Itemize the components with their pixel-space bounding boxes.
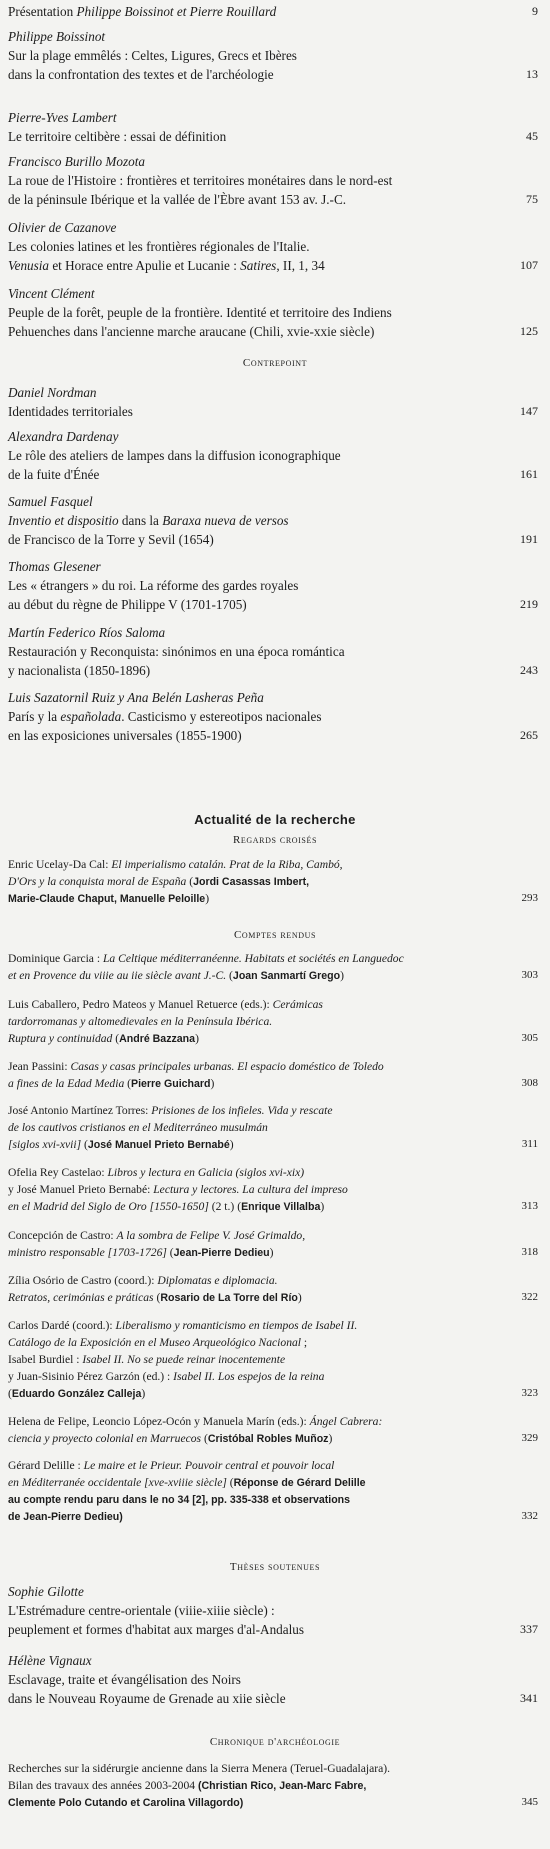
page-number: 332: [521, 1510, 538, 1522]
page-number: 75: [526, 192, 538, 206]
review-entry: Helena de Felipe, Leoncio López-Ocón y Manuela Marín (eds.): Ángel Cabrera: ciencia y proyecto colonial en Marruecos (Cristóbal Robles Muñoz) 329: [8, 1415, 538, 1445]
entry-title-italic: Satires: [240, 258, 277, 273]
entry-title-italic: El imperialismo catalán. Prat de la Riba, Cambó,: [111, 858, 343, 871]
entry-title-italic: a fines de la Edad Media: [8, 1077, 125, 1090]
section-heading-theses: Thèses soutenues: [229, 1561, 321, 1573]
toc-entry-chronique: [8, 1760, 538, 1811]
entry-title-italic: Libros y lectura en Galicia (siglos xvi-xix): [107, 1166, 305, 1179]
entry-author: Martín Federico Ríos Saloma: [8, 625, 166, 640]
reviewer: André Bazzana: [119, 1033, 196, 1045]
entry-title: Recherches sur la sidérurgie ancienne dans la Sierra Menera (Teruel-Guadalajara).: [8, 1762, 391, 1775]
entry-title: et Horace entre Apulie et Lucanie :: [49, 258, 241, 273]
entry-title-italic: Liberalismo y romanticismo en tiempos de Isabel II.: [115, 1319, 358, 1332]
toc-entry: [8, 284, 538, 341]
entry-title: L'Estrémadure centre-orientale (viiie-xiiie siècle) :: [8, 1603, 275, 1618]
toc-entry: [8, 383, 538, 421]
entry-author: Isabel Burdiel :: [8, 1353, 83, 1366]
entry-title-italic: Le maire et le Prieur. Pouvoir central et pouvoir local: [83, 1459, 335, 1472]
entry-author: José Antonio Martínez Torres:: [8, 1104, 152, 1117]
section-heading-regards: Regards croisés: [233, 834, 317, 846]
entry-title-italic: et en Provence du viiie au iie siècle avant J.-C.: [8, 969, 227, 982]
entry-title: ;: [301, 1336, 308, 1349]
entry-title-italic: A la sombra de Felipe V. José Grimaldo,: [116, 1229, 306, 1242]
entry-title: Les « étrangers » du roi. La réforme des gardes royales: [8, 578, 299, 593]
toc-entry: [8, 108, 538, 146]
reviewer: Eduardo González Calleja: [11, 1388, 142, 1400]
entry-title: . Casticismo y estereotipos nacionales: [121, 709, 322, 724]
entry-author: Thomas Glesener: [8, 559, 101, 574]
entry-author: Sophie Gilotte: [8, 1584, 84, 1599]
review-entry: Concepción de Castro: A la sombra de Felipe V. José Grimaldo, ministro responsable [1703-1726] (Jean-Pierre Dedieu) 318: [8, 1229, 538, 1259]
entry-title-italic: Ángel Cabrera:: [309, 1415, 383, 1428]
reviewer: de Jean-Pierre Dedieu): [8, 1511, 123, 1523]
entry-title: de Francisco de la Torre y Sevil (1654): [8, 532, 214, 547]
reviewer: au compte rendu paru dans le no 34 [2], pp. 335-338 et observations: [8, 1494, 351, 1506]
entry-author: Francisco Burillo Mozota: [8, 154, 145, 169]
entry-author: Concepción de Castro:: [8, 1229, 117, 1242]
toc-entry: [8, 492, 538, 549]
toc-entry: [8, 688, 538, 745]
entry-label: Présentation: [8, 4, 77, 19]
toc-entry: [8, 218, 538, 275]
entry-author: Alexandra Dardenay: [8, 429, 119, 444]
entry-title: Le territoire celtibère : essai de définition: [8, 129, 227, 144]
entry-title: Bilan des travaux des années 2003-2004: [8, 1779, 198, 1792]
toc-entry: [8, 1582, 538, 1639]
entry-title-italic: D'Ors y la conquista moral de España: [8, 875, 187, 888]
entry-title: de la fuite d'Énée: [8, 467, 100, 482]
entry-author: Zília Osório de Castro (coord.):: [8, 1274, 158, 1287]
entry-title-italic: ministro responsable [1703-1726]: [8, 1246, 167, 1259]
reviewer: Enrique Villalba: [241, 1201, 321, 1213]
entry-title-italic: Diplomatas e diplomacia.: [157, 1274, 278, 1287]
entry-title-italic: Isabel II. Los espejos de la reina: [173, 1370, 325, 1383]
toc-entry: [8, 557, 538, 614]
page-number: 308: [521, 1077, 538, 1089]
entry-author: Jean Passini:: [8, 1060, 71, 1073]
section-heading-contrepoint: Contrepoint: [242, 357, 308, 369]
entry-title-italic: Ruptura y continuidad: [8, 1032, 113, 1045]
entry-author: Carlos Dardé (coord.):: [8, 1319, 116, 1332]
entry-title: Sur la plage emmêlés : Celtes, Ligures, Grecs et Ibères: [8, 48, 297, 63]
entry-title: peuplement et formes d'habitat aux marges d'al-Andalus: [8, 1622, 305, 1637]
page-number: 13: [526, 67, 538, 81]
entry-title: Pehuenches dans l'ancienne marche araucane (Chili, xvie-xxie siècle): [8, 324, 375, 339]
review-entry: Luis Caballero, Pedro Mateos y Manuel Retuerce (eds.): Cerámicas tardorromanas y altomedievales en la Península Ibérica. Ruptura y continuidad (André Bazzana) 305: [8, 998, 538, 1045]
toc-entry: [8, 27, 538, 84]
entry-title-italic: Prisiones de los infieles. Vida y rescate: [151, 1104, 333, 1117]
entry-title: Restauración y Reconquista: sinónimos en una época romántica: [8, 644, 345, 659]
entry-author: Dominique Garcia :: [8, 952, 103, 965]
entry-title: au début du règne de Philippe V (1701-1705): [8, 597, 247, 612]
toc-entry: [8, 1651, 538, 1708]
review-entry: Gérard Delille : Le maire et le Prieur. Pouvoir central et pouvoir local en Méditerranée occidentale [xve-xviiie siècle] (Réponse de Gérard Delille au compte rendu paru dans le no 34 [2], pp. 335-338 et observations de Jean-Pierre Dedieu) 332: [8, 1459, 538, 1523]
toc-entry: [8, 427, 538, 484]
entry-title: dans le Nouveau Royaume de Grenade au xiie siècle: [8, 1691, 286, 1706]
page-number: 107: [520, 258, 538, 272]
page-number: 305: [521, 1032, 538, 1044]
entry-volumes: (2 t.): [208, 1200, 238, 1213]
entry-title: La roue de l'Histoire : frontières et territoires monétaires dans le nord-est: [8, 173, 393, 188]
reviewer: Pierre Guichard: [131, 1078, 211, 1090]
review-entry: Dominique Garcia : La Celtique méditerranéenne. Habitats et sociétés en Languedoc et en Provence du viiie au iie siècle avant J.-C. (Joan Sanmartí Grego) 303: [8, 952, 538, 982]
entry-title-italic: Cerámicas: [272, 998, 323, 1011]
entry-author: Helena de Felipe, Leoncio López-Ocón y Manuela Marín (eds.):: [8, 1415, 310, 1428]
entry-title: París y la: [8, 709, 61, 724]
reviewer: Clemente Polo Cutando et Carolina Villagordo): [8, 1797, 244, 1809]
entry-title: Le rôle des ateliers de lampes dans la diffusion iconographique: [8, 448, 341, 463]
reviewer: (Christian Rico, Jean-Marc Fabre,: [197, 1780, 367, 1792]
entry-title-italic: de los cautivos cristianos en el Mediterráneo musulmán: [8, 1121, 268, 1134]
entry-authors: Philippe Boissinot et Pierre Rouillard: [76, 4, 277, 19]
entry-title-italic: Retratos, cerimónias e práticas: [8, 1291, 154, 1304]
entry-author: y Juan-Sisinio Pérez Garzón (ed.) :: [8, 1370, 174, 1383]
section-heading-comptes-rendus: Comptes rendus: [233, 929, 317, 941]
entry-author: Luis Caballero, Pedro Mateos y Manuel Retuerce (eds.):: [8, 998, 273, 1011]
reviewer: Cristóbal Robles Muñoz: [207, 1433, 329, 1445]
entry-title: dans la: [118, 513, 163, 528]
entry-author: Luis Sazatornil Ruiz y Ana Belén Lasheras Peña: [8, 690, 264, 705]
reviewer: Marie-Claude Chaput, Manuelle Peloille: [8, 893, 206, 905]
review-entry: Carlos Dardé (coord.): Liberalismo y romanticismo en tiempos de Isabel II. Catálogo de la Exposición en el Museo Arqueológico Nacional ; Isabel Burdiel : Isabel II. No se puede reinar inocentemente y Juan-Sisinio Pérez Garzón (ed.) : Isabel II. Los espejos de la reina (Eduardo González Calleja) 323: [8, 1319, 538, 1400]
page-number: 311: [521, 1138, 538, 1150]
entry-title-italic: ciencia y proyecto colonial en Marruecos: [8, 1432, 202, 1445]
entry-title-italic: tardorromanas y altomedievales en la Península Ibérica.: [8, 1015, 273, 1028]
page-number: 219: [520, 597, 538, 611]
entry-author: y José Manuel Prieto Bernabé:: [8, 1183, 154, 1196]
reviewer: Réponse de Gérard Delille: [233, 1477, 366, 1489]
reviewer: Jordi Casassas Imbert,: [193, 876, 310, 888]
entry-author: Vincent Clément: [8, 286, 95, 301]
entry-title-italic: Inventio et dispositio: [8, 513, 119, 528]
entry-author: Philippe Boissinot: [8, 29, 106, 44]
entry-author: Samuel Fasquel: [8, 494, 93, 509]
page-number: 323: [521, 1387, 538, 1399]
page-number: 293: [521, 892, 538, 904]
page-number: 265: [520, 728, 538, 742]
toc-entry: [8, 623, 538, 680]
entry-title-italic: Casas y casas principales urbanas. El espacio doméstico de Toledo: [70, 1060, 384, 1073]
toc-entry: [8, 152, 538, 209]
entry-title-italic: Venusia: [8, 258, 50, 273]
page-number: 147: [520, 404, 538, 418]
entry-title-italic: La Celtique méditerranéenne. Habitats et sociétés en Languedoc: [102, 952, 404, 965]
review-entry: Ofelia Rey Castelao: Libros y lectura en Galicia (siglos xvi-xix) y José Manuel Prieto Bernabé: Lectura y lectores. La cultura del impreso en el Madrid del Siglo de Oro [1550-1650] (2 t.) (Enrique Villalba) 313: [8, 1166, 538, 1213]
section-heading-chronique: Chronique d'archéologie: [209, 1736, 341, 1748]
entry-title: Esclavage, traite et évangélisation des Noirs: [8, 1672, 241, 1687]
entry-title-italic: Lectura y lectores. La cultura del impreso: [153, 1183, 348, 1196]
reviewer: Jean-Pierre Dedieu: [173, 1247, 270, 1259]
entry-title: de la péninsule Ibérique et la vallée de l'Èbre avant 153 av. J.-C.: [8, 192, 347, 207]
entry-title: , II, 1, 34: [276, 258, 325, 273]
section-heading-actualite: Actualité de la recherche: [194, 812, 356, 827]
entry-title-italic: españolada: [60, 709, 122, 724]
page-number: 341: [520, 1691, 538, 1705]
page-number: 161: [520, 467, 538, 481]
toc-entry-regards: Enric Ucelay-Da Cal: El imperialismo catalán. Prat de la Riba, Cambó, D'Ors y la conquista moral de España (Jordi Casassas Imbert, Marie-Claude Chaput, Manuelle Peloille) 293: [8, 858, 538, 905]
entry-title: en las exposiciones universales (1855-1900): [8, 728, 242, 743]
entry-author: Pierre-Yves Lambert: [8, 110, 117, 125]
review-entry: Jean Passini: Casas y casas principales urbanas. El espacio doméstico de Toledo a fines de la Edad Media (Pierre Guichard) 308: [8, 1060, 538, 1090]
entry-title: Peuple de la forêt, peuple de la frontière. Identité et territoire des Indiens: [8, 305, 392, 320]
entry-title: y nacionalista (1850-1896): [8, 663, 151, 678]
entry-title-italic: Isabel II. No se puede reinar inocentemente: [82, 1353, 286, 1366]
reviewer: Joan Sanmartí Grego: [232, 970, 341, 982]
entry-title: Identidades territoriales: [8, 404, 133, 419]
entry-title-italic: en Méditerranée occidentale [xve-xviiie siècle]: [8, 1476, 227, 1489]
page-number: 303: [521, 969, 538, 981]
review-entry: José Antonio Martínez Torres: Prisiones de los infieles. Vida y rescate de los cautivos cristianos en el Mediterráneo musulmán [siglos xvi-xvii] (José Manuel Prieto Bernabé) 311: [8, 1104, 538, 1151]
entry-title: Les colonies latines et les frontières régionales de l'Italie.: [8, 239, 310, 254]
entry-author: Daniel Nordman: [8, 385, 97, 400]
entry-title-italic: en el Madrid del Siglo de Oro [1550-1650]: [8, 1200, 209, 1213]
page-number: 191: [520, 532, 538, 546]
entry-title-italic: Baraxa nueva de versos: [162, 513, 289, 528]
review-entry: Zília Osório de Castro (coord.): Diplomatas e diplomacia. Retratos, cerimónias e práticas (Rosario de La Torre del Río) 322: [8, 1274, 538, 1304]
entry-title-italic: Catálogo de la Exposición en el Museo Arqueológico Nacional: [8, 1336, 302, 1349]
page-number: 329: [521, 1432, 538, 1444]
page-number: 45: [526, 129, 538, 143]
entry-title: dans la confrontation des textes et de l'archéologie: [8, 67, 274, 82]
entry-author: Gérard Delille :: [8, 1459, 84, 1472]
entry-title-italic: [siglos xvi-xvii]: [8, 1138, 82, 1151]
page-number: 9: [532, 4, 538, 18]
entry-author: Olivier de Cazanove: [8, 220, 117, 235]
entry-author: Enric Ucelay-Da Cal:: [8, 858, 112, 871]
page-number: 322: [521, 1291, 538, 1303]
toc-entry-presentation: [8, 2, 538, 21]
reviewer: Rosario de La Torre del Río: [160, 1292, 298, 1304]
page-number: 313: [521, 1200, 538, 1212]
page-number: 318: [521, 1246, 538, 1258]
page-number: 125: [520, 324, 538, 338]
entry-author: Ofelia Rey Castelao:: [8, 1166, 108, 1179]
reviewer: José Manuel Prieto Bernabé: [87, 1139, 230, 1151]
page-number: 345: [521, 1796, 538, 1808]
page-number: 337: [520, 1622, 538, 1636]
page-number: 243: [520, 663, 538, 677]
entry-author: Hélène Vignaux: [8, 1653, 92, 1668]
